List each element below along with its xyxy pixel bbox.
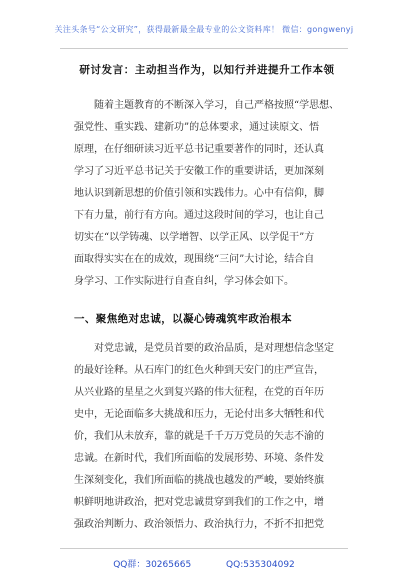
text-line: 的最好诠释。从石库门的红色火种到天安门的庄严宣告， — [74, 365, 324, 376]
text-line: 学习了习近平总书记关于安徽工作的重要讲话，更加深刻 — [74, 166, 324, 177]
text-line: 切实在“以学铸魂、以学增智、以学正风、以学促干”方 — [74, 232, 315, 243]
text-line: 地认识到新思想的价值引领和实践伟力。心中有信仰，脚 — [74, 188, 324, 199]
section-paragraph — [74, 338, 340, 536]
footer-qq-group: QQ群：30265665 — [113, 560, 192, 570]
text-line: 随着主题教育的不断深入学习，自己严格按照“学思想、 — [94, 100, 340, 111]
header-divider — [60, 48, 348, 49]
document-body — [74, 60, 340, 536]
section-heading: 一、聚焦绝对忠诚，以凝心铸魂筑牢政治根本 — [74, 313, 292, 325]
text-line: 原理，在仔细研读习近平总书记重要著作的同时，还认真 — [74, 144, 324, 155]
text-line: 从兴业路的星星之火到复兴路的伟大征程，在党的百年历 — [74, 387, 324, 398]
text-line: 忠诚。在新时代，我们所面临的发展形势、环境、条件发 — [74, 453, 324, 464]
text-line: 生深刻变化，我们所面临的挑战也越发的严峻，要始终旗 — [74, 475, 324, 486]
text-line: 对党忠诚，是党员首要的政治品质，是对理想信念坚定 — [94, 343, 334, 354]
text-line: 强党性、重实践、建新功”的总体要求，通过读原文、悟 — [74, 122, 320, 133]
document-title: 研讨发言：主动担当作为，以知行并进提升工作本领 — [79, 64, 335, 76]
text-line: 帜鲜明地讲政治，把对党忠诚贯穿到我们的工作之中，增 — [74, 497, 324, 508]
footer — [0, 557, 408, 570]
text-line: 价，我们从未放弃，靠的就是千千万万党员的矢志不渝的 — [74, 431, 324, 442]
text-line: 面取得实实在在的成效，现围绕“三问”大讨论，结合自 — [74, 254, 315, 265]
text-line: 身学习、工作实际进行自查自纠，学习体会如下。 — [74, 276, 294, 287]
intro-paragraph — [74, 95, 340, 293]
footer-qq: QQ:535304092 — [226, 560, 295, 570]
text-line: 下有力量，前行有方向。通过这段时间的学习，也让自己 — [74, 210, 324, 221]
text-line: 史中，无论面临多大挑战和压力，无论付出多大牺牲和代 — [74, 409, 324, 420]
header-banner: 关注头条号“公文研究”，获得最新最全最专业的公文资料库！ 微信：gongwenyj — [54, 25, 354, 34]
footer-divider — [60, 548, 348, 549]
text-line: 强政治判断力、政治领悟力、政治执行力，不折不扣把党 — [74, 519, 324, 530]
